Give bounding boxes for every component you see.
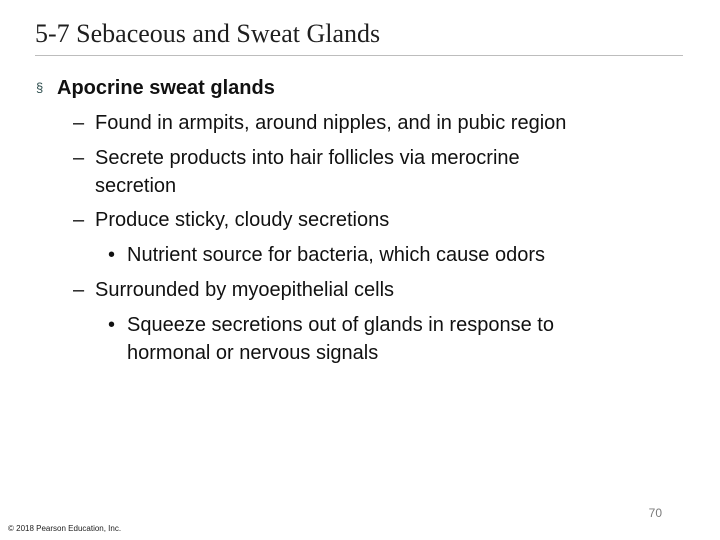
dash-bullet-icon: – <box>73 112 85 134</box>
bullet-sub-2-line-2: secretion <box>95 175 177 197</box>
bullet-sub-3-detail: Nutrient source for bacteria, which cause odors <box>127 244 545 266</box>
dash-bullet-icon: – <box>73 279 85 301</box>
bullet-sub-2-line-1: Secrete products into hair follicles via merocrine <box>95 147 520 169</box>
page-number: 70 <box>648 506 662 520</box>
title-divider <box>35 55 683 56</box>
dash-bullet-icon: – <box>73 147 85 169</box>
bullet-sub-4-detail-line-1: Squeeze secretions out of glands in response to <box>127 314 554 336</box>
dash-bullet-icon: – <box>73 209 85 231</box>
bullet-main: Apocrine sweat glands <box>57 77 275 99</box>
bullet-sub-4-detail-line-2: hormonal or nervous signals <box>127 342 379 364</box>
bullet-sub-4: Surrounded by myoepithelial cells <box>95 279 395 301</box>
square-bullet-icon: § <box>36 80 44 95</box>
dot-bullet-icon: • <box>108 314 116 336</box>
slide-title: 5-7 Sebaceous and Sweat Glands <box>35 19 381 48</box>
bullet-sub-1: Found in armpits, around nipples, and in pubic region <box>95 112 567 134</box>
dot-bullet-icon: • <box>108 244 116 266</box>
bullet-sub-3: Produce sticky, cloudy secretions <box>95 209 390 231</box>
copyright-notice: © 2018 Pearson Education, Inc. <box>8 524 122 533</box>
